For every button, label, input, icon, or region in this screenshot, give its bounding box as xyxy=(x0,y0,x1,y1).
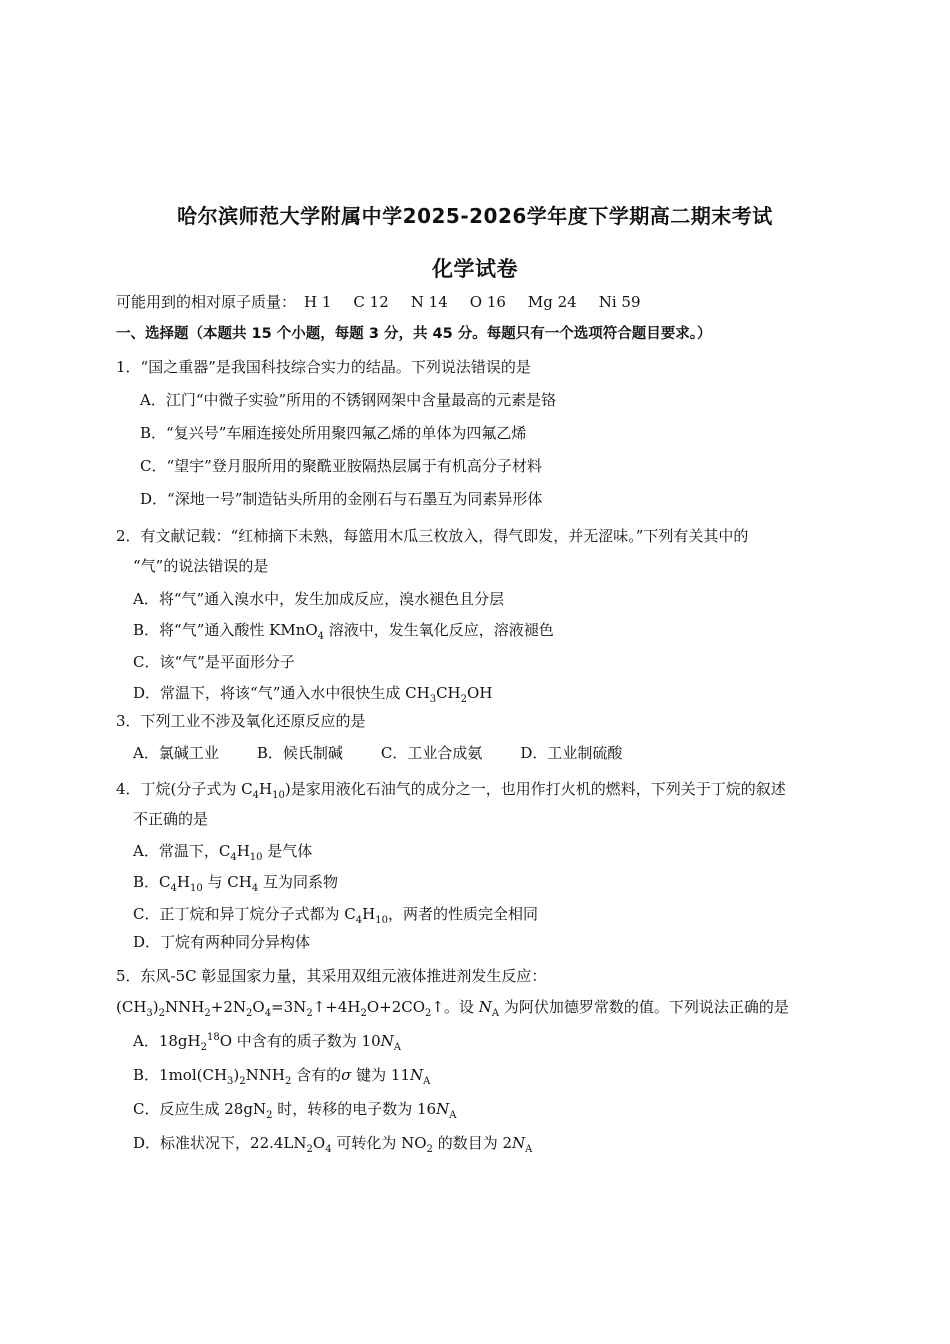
text: O+2CO xyxy=(366,998,426,1016)
q2-option-d xyxy=(133,683,492,703)
q4-option-a xyxy=(133,841,312,861)
text: H xyxy=(236,842,250,860)
q2-stem-line1: 2．有文献记载：“红柿摘下未熟，每篮用木瓜三枚放入，得气即发，并无涩味。”下列有关其中的 xyxy=(116,527,749,545)
q1-option-a: A．江门“中微子实验”所用的不锈钢网架中含量最高的元素是铬 xyxy=(140,391,557,409)
q3-option-d: D．工业制硫酸 xyxy=(520,744,623,762)
text: )是家用液化石油气的成分之一，也用作打火机的燃料，下列关于丁烷的叙述 xyxy=(284,780,786,798)
text: ) xyxy=(233,1066,240,1084)
q1-stem: 1．“国之重器”是我国科技综合实力的结晶。下列说法错误的是 xyxy=(116,358,531,376)
text: C．反应生成 28gN xyxy=(133,1100,267,1118)
subscript: 3 xyxy=(146,1008,153,1019)
subscript: 4 xyxy=(325,1144,332,1155)
avogadro-symbol: N xyxy=(436,1100,450,1118)
q3-option-a: A．氯碱工业 xyxy=(133,744,219,762)
superscript: 18 xyxy=(206,1032,220,1043)
text: B．将“气”通入酸性 KMnO xyxy=(133,621,318,639)
subscript: 2 xyxy=(246,1008,253,1019)
text: ，两者的性质完全相同 xyxy=(387,905,538,923)
text: 溶液中，发生氧化反应，溶液褪色 xyxy=(324,621,554,639)
subscript: 2 xyxy=(266,1110,273,1121)
subscript: 10 xyxy=(249,852,263,863)
mass-o: O 16 xyxy=(469,293,506,311)
text: 含有的 xyxy=(291,1066,342,1084)
subscript: 10 xyxy=(375,915,388,926)
q1-option-d: D．“深地一号”制造钻头所用的金刚石与石墨互为同素异形体 xyxy=(140,490,543,508)
subscript: 2 xyxy=(239,1076,246,1087)
q4-option-c xyxy=(133,904,538,924)
text: B．1mol(CH xyxy=(133,1066,228,1084)
q3-stem: 3．下列工业不涉及氧化还原反应的是 xyxy=(116,712,366,730)
text: ↑。设 xyxy=(431,998,479,1016)
q4-option-d: D．丁烷有两种同分异构体 xyxy=(133,933,311,951)
subscript: 2 xyxy=(306,1008,313,1019)
text: H xyxy=(362,905,376,923)
text: H xyxy=(259,780,273,798)
subscript: A xyxy=(525,1144,533,1155)
subscript: 2 xyxy=(284,1076,292,1087)
text: 互为同系物 xyxy=(258,873,338,891)
subscript: 4 xyxy=(170,883,177,894)
subscript: 2 xyxy=(360,1008,367,1019)
text: NNH xyxy=(165,998,205,1016)
text: O xyxy=(312,1134,326,1152)
avogadro-symbol: N xyxy=(478,998,492,1016)
text: 的数目为 2 xyxy=(432,1134,513,1152)
text: O 中含有的质子数为 10 xyxy=(219,1032,381,1050)
atomic-masses-label: 可能用到的相对原子质量： xyxy=(116,293,297,311)
q3-option-c: C．工业合成氨 xyxy=(380,744,483,762)
text: 时，转移的电子数为 16 xyxy=(272,1100,437,1118)
text: A．18gH xyxy=(133,1032,201,1050)
q5-option-c xyxy=(133,1099,456,1119)
q1-option-c: C．“望宇”登月服所用的聚酰亚胺隔热层属于有机高分子材料 xyxy=(140,457,542,475)
text: +2N xyxy=(210,998,246,1016)
q5-option-d xyxy=(133,1133,532,1153)
q4-option-b xyxy=(133,872,338,892)
text: 键为 11 xyxy=(351,1066,411,1084)
text: 4．丁烷(分子式为 C xyxy=(116,780,253,798)
q3-options xyxy=(133,743,660,763)
q2-option-c: C．该“气”是平面形分子 xyxy=(133,653,295,671)
subscript: 3 xyxy=(227,1076,234,1087)
exam-subtitle: 化学试卷 xyxy=(432,257,518,281)
avogadro-symbol: N xyxy=(380,1032,394,1050)
subscript: 4 xyxy=(230,852,237,863)
mass-mg: Mg 24 xyxy=(527,293,577,311)
mass-ni: Ni 59 xyxy=(598,293,641,311)
subscript: 2 xyxy=(425,1008,432,1019)
subscript: 4 xyxy=(317,631,325,642)
text: OH xyxy=(467,684,493,702)
section-heading: 一、选择题（本题共 15 个小题，每题 3 分，共 45 分。每题只有一个选项符合题目要求。） xyxy=(116,326,712,342)
subscript: 4 xyxy=(252,790,260,801)
sigma-symbol: σ xyxy=(341,1066,352,1084)
q4-stem-line1 xyxy=(116,779,786,799)
exam-title: 哈尔滨师范大学附属中学2025-2026学年度下学期高二期末考试 xyxy=(177,204,773,228)
subscript: 10 xyxy=(189,883,203,894)
subscript: 2 xyxy=(204,1008,211,1019)
q5-equation xyxy=(116,997,789,1017)
text: H xyxy=(176,873,190,891)
subscript: A xyxy=(449,1110,457,1121)
text: (CH xyxy=(116,998,147,1016)
mass-c: C 12 xyxy=(353,293,389,311)
text: D．常温下，将该“气”通入水中很快生成 CH xyxy=(133,684,430,702)
text: NNH xyxy=(245,1066,285,1084)
text: 与 CH xyxy=(202,873,252,891)
avogadro-symbol: N xyxy=(512,1134,526,1152)
mass-h: H 1 xyxy=(304,293,332,311)
text: 为阿伏加德罗常数的值。下列说法正确的是 xyxy=(499,998,789,1016)
text: 可转化为 NO xyxy=(331,1134,427,1152)
subscript: 2 xyxy=(426,1144,433,1155)
subscript: 4 xyxy=(264,1008,272,1019)
subscript: 10 xyxy=(272,790,285,801)
text: O xyxy=(252,998,265,1016)
atomic-masses xyxy=(116,292,663,312)
subscript: 3 xyxy=(429,694,437,705)
q5-stem-line1: 5．东风-5C 彰显国家力量，其采用双组元液体推进剂发生反应： xyxy=(116,967,547,985)
text: C．正丁烷和异丁烷分子式都为 C xyxy=(133,905,356,923)
avogadro-symbol: N xyxy=(410,1066,424,1084)
subscript: 2 xyxy=(158,1008,166,1019)
mass-n: N 14 xyxy=(410,293,448,311)
subscript: 2 xyxy=(460,694,468,705)
text: B．C xyxy=(133,873,171,891)
text: D．标准状况下，22.4LN xyxy=(133,1134,307,1152)
subscript: 2 xyxy=(306,1144,313,1155)
q2-option-b xyxy=(133,620,554,640)
q2-stem-line2: “气”的说法错误的是 xyxy=(133,557,269,575)
subscript: 4 xyxy=(251,883,259,894)
text: ↑+4H xyxy=(312,998,361,1016)
q2-option-a: A．将“气”通入溴水中，发生加成反应，溴水褪色且分层 xyxy=(133,590,505,608)
q3-option-b: B．候氏制碱 xyxy=(256,744,343,762)
subscript: A xyxy=(491,1008,500,1019)
q4-stem-line2: 不正确的是 xyxy=(133,810,209,828)
subscript: A xyxy=(423,1076,431,1087)
text: ) xyxy=(152,998,159,1016)
q5-option-b xyxy=(133,1065,430,1085)
text: 是气体 xyxy=(262,842,313,860)
text: A．常温下，C xyxy=(133,842,231,860)
subscript: 2 xyxy=(200,1042,207,1053)
subscript: 4 xyxy=(355,915,363,926)
q5-option-a xyxy=(133,1031,401,1051)
text: =3N xyxy=(271,998,307,1016)
subscript: A xyxy=(393,1042,401,1053)
q1-option-b: B．“复兴号”车厢连接处所用聚四氟乙烯的单体为四氟乙烯 xyxy=(140,424,527,442)
text: CH xyxy=(436,684,461,702)
